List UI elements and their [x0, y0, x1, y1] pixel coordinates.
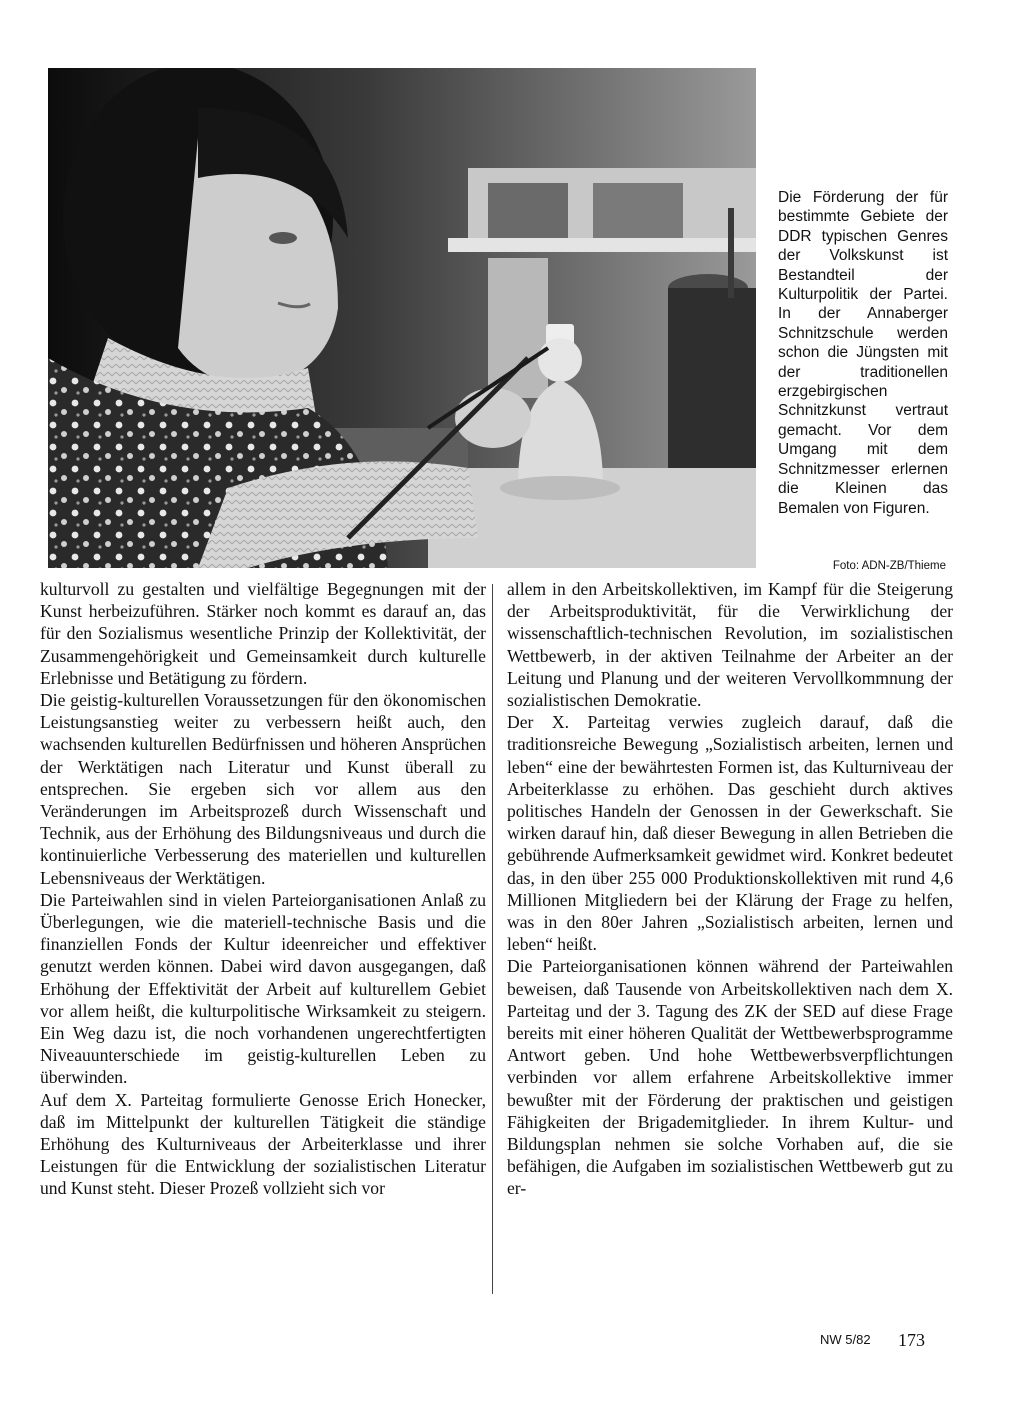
paragraph: Die Parteiwahlen sind in vielen Parteiorganisationen Anlaß zu Überlegungen, wie die materiell-technische Basis und die finanziellen Fonds der Kultur ideenreicher und effektiver genutzt werden können. Dabei wird davon ausgegangen, daß Erhöhung der Effektivität der Arbeit auf kulturellem Gebiet vor allem heißt, die kulturpolitische Wirksamkeit zu steigern. Ein Weg dazu ist, die noch vorhandenen ungerechtfertigten Niveauunterschiede im geistig-kulturellen Leben zu überwinden.	[40, 889, 486, 1088]
article-photo	[48, 68, 756, 568]
photo-credit: Foto: ADN-ZB/Thieme	[832, 560, 946, 572]
paragraph: Die Parteiorganisationen können während der Parteiwahlen beweisen, daß Tausende von Arbeitskollektiven nach dem X. Parteitag und der 3. Tagung des ZK der SED auf diese Frage bereits mit einer höheren Qualität der Wettbewerbsprogramme Antwort geben. Und hohe Wettbewerbsverpflichtungen verbinden vor allem erfahrene Arbeitskollektive immer bewußter mit der Förderung der praktischen und geistigen Fähigkeiten der Brigademitglieder. In ihrem Kultur- und Bildungsplan nehmen sie solche Vorhaben auf, die sie befähigen, die Aufgaben im sozialistischen Wettbewerb gut zu er-	[507, 956, 953, 1199]
paragraph: allem in den Arbeitskollektiven, im Kampf für die Steigerung der Arbeitsproduktivität, für die Verwirklichung der wissenschaftlich-technischen Revolution, im sozialistischen Wettbewerb, in der aktiven Teilnahme der Arbeiter an der Leitung und Planung und der weiteren Vervollkommnung der sozialistischen Demokratie.	[507, 579, 953, 711]
article-column-right	[507, 578, 953, 1200]
paragraph: Auf dem X. Parteitag formulierte Genosse Erich Honecker, daß im Mittelpunkt der kulturellen Tätigkeit die ständige Erhöhung des Kulturniveaus der Arbeiterklasse und ihrer Leistungen für die Entwicklung der sozialistischen Literatur und Kunst steht. Dieser Prozeß vollzieht sich vor	[40, 1089, 486, 1199]
page-number: 173	[898, 1330, 925, 1350]
paragraph: Die geistig-kulturellen Voraussetzungen für den ökonomischen Leistungsanstieg weiter zu verbessern heißt auch, den wachsenden kulturellen Bedürfnissen und höheren Ansprüchen der Werktätigen nach Literatur und Kunst überall zu entsprechen. Sie ergeben sich vor allem aus den Veränderungen im Arbeitsprozeß durch Wissenschaft und Technik, aus der Erhöhung des Bildungsniveaus und durch die kontinuierliche Verbesserung des materiellen und kulturellen Lebensniveaus der Werktätigen.	[40, 690, 486, 888]
child-painting-figure-photo	[48, 68, 756, 568]
article-column-left	[40, 578, 486, 1200]
photo-caption: Die Förderung der für bestimmte Gebiete der DDR typischen Genres der Volkskunst ist Bestandteil der Kulturpolitik der Partei. In der Annaberger Schnitzschule werden schon die Jüngsten mit der traditionellen erzgebirgischen Schnitzkunst vertraut gemacht. Vor dem Umgang mit dem Schnitzmesser erlernen die Kleinen das Bemalen von Figuren.	[778, 189, 948, 517]
paragraph: Der X. Parteitag verwies zugleich darauf, daß die traditionsreiche Bewegung „Sozialistisch arbeiten, lernen und leben“ eine der bewährtesten Formen ist, das Kulturniveau der Arbeiterklasse zu erhöhen. Das geschieht durch aktives politisches Handeln der Genossen in der Gewerkschaft. Sie wirken darauf hin, daß dieser Bewegung in allen Betrieben die gebührende Aufmerksamkeit gewidmet wird. Konkret bedeutet das, in den über 255 000 Produktionskollektiven mit rund 4,6 Millionen Mitgliedern bei der Klärung der Frage zu helfen, was in den 80er Jahren „Sozialistisch arbeiten, lernen und leben“ heißt.	[507, 712, 953, 955]
column-divider	[492, 584, 493, 1294]
paragraph: kulturvoll zu gestalten und vielfältige Begegnungen mit der Kunst herbeizuführen. Stärker noch kommt es darauf an, das für den Sozialismus wesentliche Prinzip der Kollektivität, der Zusammengehörigkeit und Gemeinsamkeit durch kulturelle Erlebnisse und Betätigung zu fördern.	[40, 579, 486, 688]
issue-label: NW 5/82	[820, 1332, 871, 1347]
